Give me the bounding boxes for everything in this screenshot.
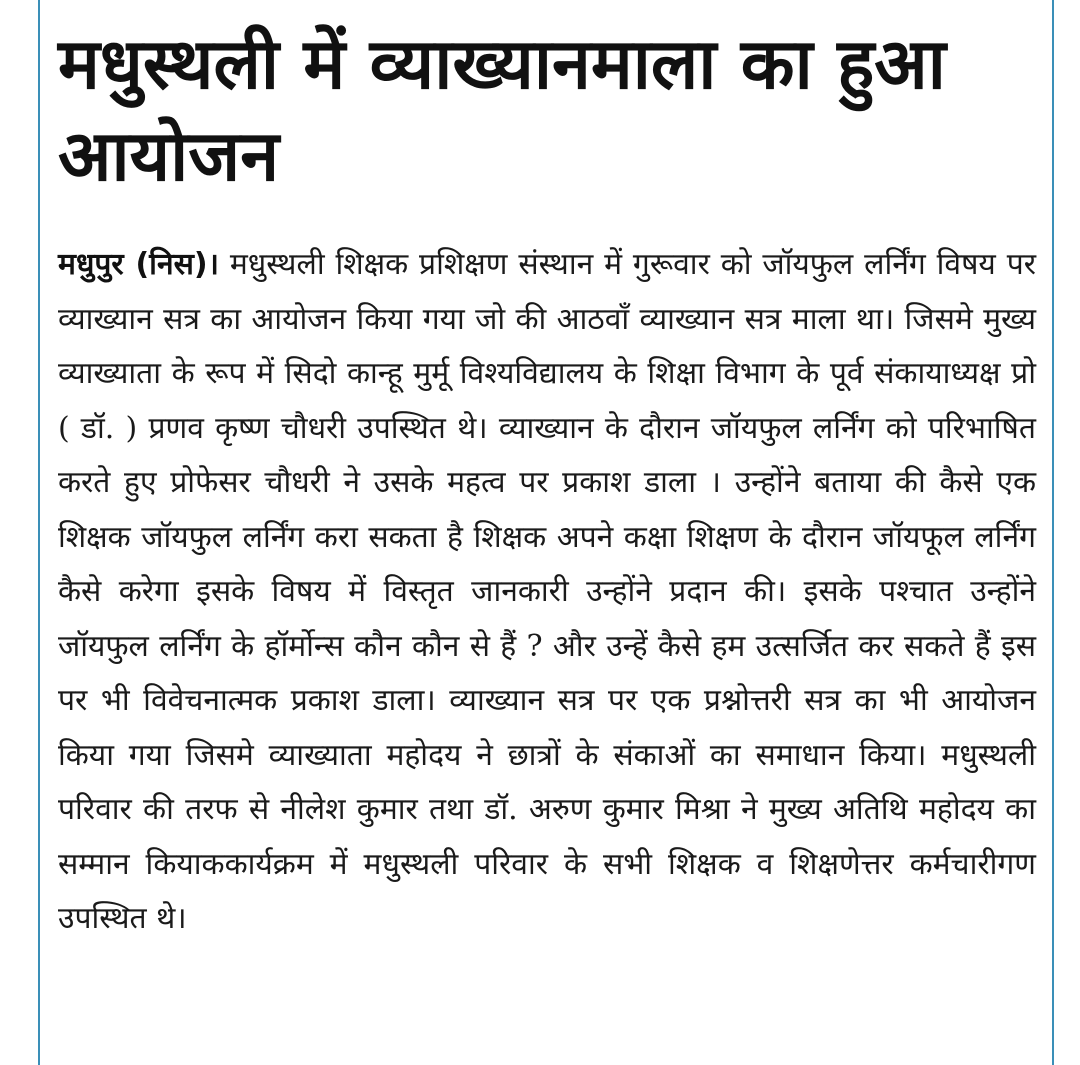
article-body	[58, 238, 1036, 947]
article-dateline: मधुपुर (निस)।	[58, 247, 219, 282]
column-rule-left	[38, 0, 40, 1065]
article-headline: मधुस्थली में व्याख्यानमाला का हुआ आयोजन	[58, 23, 946, 197]
column-rule-right	[1052, 0, 1054, 1065]
article-body-text: मधुस्थली शिक्षक प्रशिक्षण संस्थान में गुरूवार को जॉयफुल लर्निंग विषय पर व्याख्यान सत्र का आयोजन किया गया जो की आठवाँ व्याख्यान सत्र माला था। जिसमे मुख्य व्याख्याता के रूप में सिदो कान्हू मुर्मू विश्यविद्यालय के शिक्षा विभाग के पूर्व संकायाध्यक्ष प्रो ( डॉ. ) प्रणव कृष्ण चौधरी उपस्थित थे। व्याख्यान के दौरान जॉयफुल लर्निंग को परिभाषित करते हुए प्रोफेसर चौधरी ने उसके महत्व पर प्रकाश डाला । उन्होंने बताया की कैसे एक शिक्षक जॉयफुल लर्निंग करा सकता है शिक्षक अपने कक्षा शिक्षण के दौरान जॉयफूल लर्निंग कैसे करेगा इसके विषय में विस्तृत जानकारी उन्होंने प्रदान की। इसके पश्चात उन्होंने जॉयफुल लर्निंग के हॉर्मोन्स कौन कौन से हैं ? और उन्हें कैसे हम उत्सर्जित कर सकते हैं इस पर भी विवेचनात्मक प्रकाश डाला। व्याख्यान सत्र पर एक प्रश्नोत्तरी सत्र का भी आयोजन किया गया जिसमे व्याख्याता महोदय ने छात्रों के संकाओं का समाधान किया। मधुस्थली परिवार की तरफ से नीलेश कुमार तथा डॉ. अरुण कुमार मिश्रा ने मुख्य अतिथि महोदय का सम्मान कियाककार्यक्रम में मधुस्थली परिवार के सभी शिक्षक व शिक्षणेत्तर कर्मचारीगण उपस्थित थे।	[58, 247, 1037, 936]
cut-off-previous-line	[58, 0, 858, 6]
